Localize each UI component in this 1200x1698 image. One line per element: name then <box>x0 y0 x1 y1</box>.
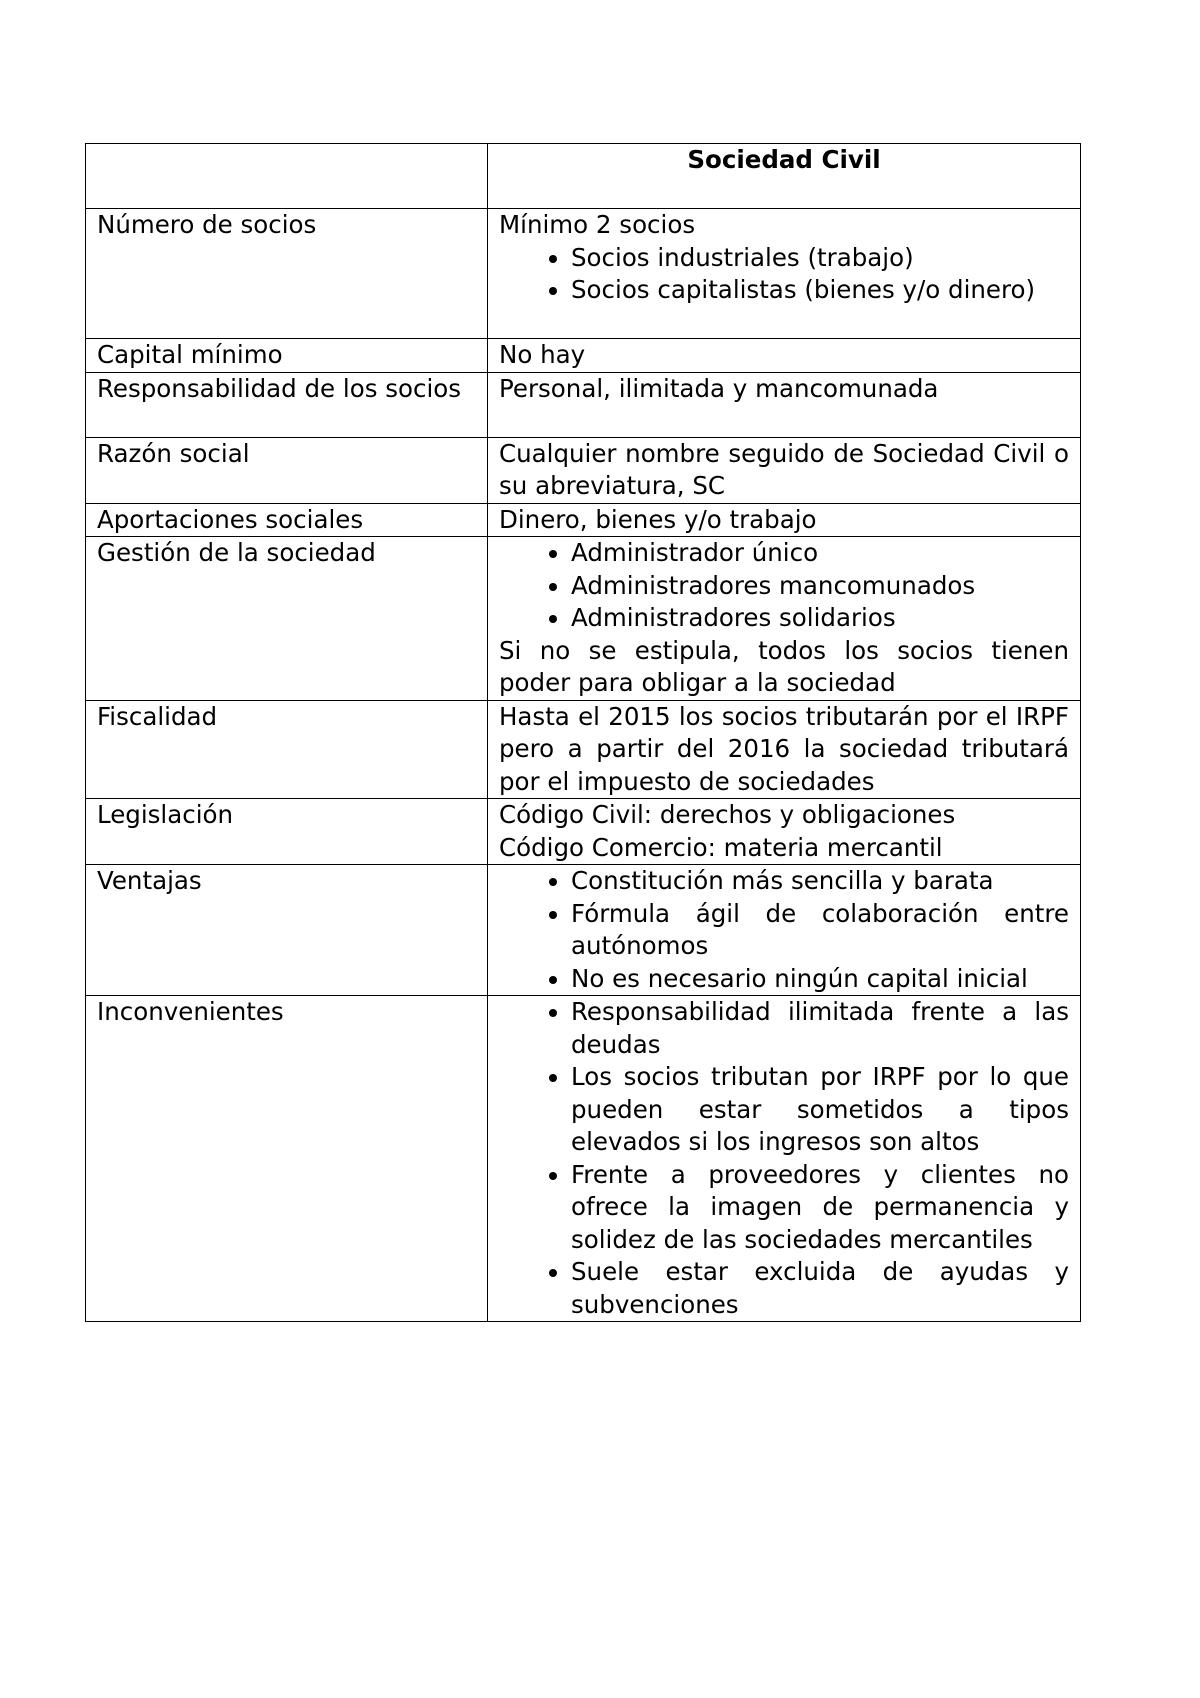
inconvenientes-list <box>499 996 1069 1321</box>
socios-intro: Mínimo 2 socios <box>499 210 696 239</box>
row-value-legislacion <box>488 799 1081 865</box>
row-value-aportaciones: Dinero, bienes y/o trabajo <box>488 503 1081 537</box>
list-item: • Administrador único <box>571 537 1069 570</box>
list-item: • Frente a proveedores y clientes no ofrece la imagen de permanencia y solidez de las sociedades mercantiles <box>571 1159 1069 1257</box>
table-row <box>86 372 1081 437</box>
list-item: • No es necesario ningún capital inicial <box>571 963 1069 996</box>
legislacion-line: Código Comercio: materia mercantil <box>499 832 943 862</box>
list-item: • Administradores solidarios <box>571 602 1069 635</box>
row-label-fiscalidad: Fiscalidad <box>86 700 488 799</box>
row-value-responsabilidad: Personal, ilimitada y mancomunada <box>488 372 1081 437</box>
row-label-capital-minimo: Capital mínimo <box>86 339 488 373</box>
gestion-note: Si no se estipula, todos los socios tienen poder para obligar a la sociedad <box>499 635 1069 697</box>
row-label-legislacion: Legislación <box>86 799 488 865</box>
row-label-inconvenientes: Inconvenientes <box>86 996 488 1322</box>
header-sociedad-civil: Sociedad Civil <box>488 144 1081 209</box>
socios-list <box>499 242 1069 307</box>
legislacion-line: Código Civil: derechos y obligaciones <box>499 800 956 829</box>
list-item: • Suele estar excluida de ayudas y subvenciones <box>571 1256 1069 1321</box>
row-value-fiscalidad: Hasta el 2015 los socios tributarán por el IRPF pero a partir del 2016 la sociedad tributará por el impuesto de sociedades <box>488 700 1081 799</box>
table-row <box>86 865 1081 996</box>
list-item: • Los socios tributan por IRPF por lo que pueden estar sometidos a tipos elevados si los ingresos son altos <box>571 1061 1069 1159</box>
table-header-row <box>86 144 1081 209</box>
header-empty-cell <box>86 144 488 209</box>
list-item: • Socios industriales (trabajo) <box>571 242 1069 275</box>
list-item: • Fórmula ágil de colaboración entre autónomos <box>571 898 1069 963</box>
row-value-numero-socios <box>488 209 1081 339</box>
list-item: • Socios capitalistas (bienes y/o dinero) <box>571 274 1069 307</box>
row-label-numero-socios: Número de socios <box>86 209 488 339</box>
row-value-razon-social: Cualquier nombre seguido de Sociedad Civil o su abreviatura, SC <box>488 437 1081 503</box>
list-item: • Constitución más sencilla y barata <box>571 865 1069 898</box>
table-row <box>86 996 1081 1322</box>
table-row <box>86 799 1081 865</box>
table-row <box>86 700 1081 799</box>
table-row <box>86 503 1081 537</box>
table-row <box>86 209 1081 339</box>
table-row <box>86 339 1081 373</box>
list-item: • Responsabilidad ilimitada frente a las deudas <box>571 996 1069 1061</box>
list-item: • Administradores mancomunados <box>571 570 1069 603</box>
row-label-ventajas: Ventajas <box>86 865 488 996</box>
row-value-inconvenientes <box>488 996 1081 1322</box>
table-row <box>86 437 1081 503</box>
gestion-list <box>499 537 1069 635</box>
row-label-razon-social: Razón social <box>86 437 488 503</box>
row-label-responsabilidad: Responsabilidad de los socios <box>86 372 488 437</box>
ventajas-list <box>499 865 1069 995</box>
row-value-capital-minimo: No hay <box>488 339 1081 373</box>
comparison-table <box>85 143 1081 1322</box>
row-label-gestion: Gestión de la sociedad <box>86 537 488 701</box>
row-value-gestion <box>488 537 1081 701</box>
row-value-ventajas <box>488 865 1081 996</box>
table-row <box>86 537 1081 701</box>
row-label-aportaciones: Aportaciones sociales <box>86 503 488 537</box>
